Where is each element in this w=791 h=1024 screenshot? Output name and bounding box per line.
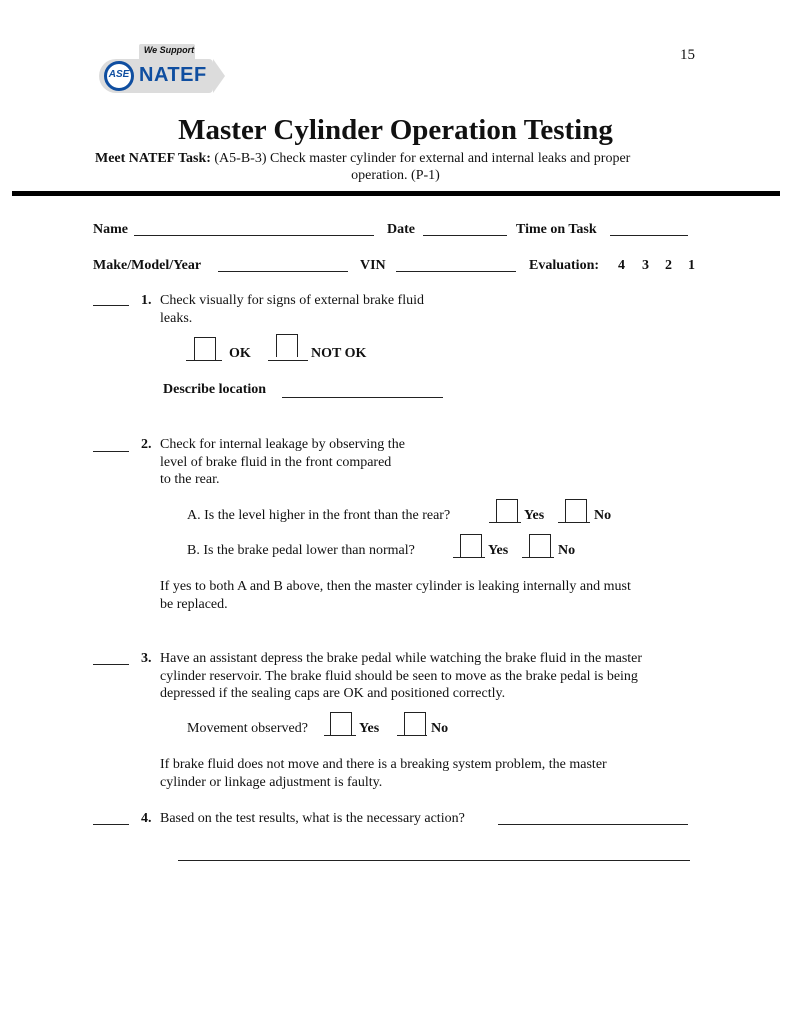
task-text: (A5-B-3) Check master cylinder for external and internal leaks and proper: [214, 151, 631, 166]
movement-yes-checkbox[interactable]: [330, 712, 352, 735]
step-3-text-1: Have an assistant depress the brake pedal while watching the brake fluid in the master: [160, 651, 643, 666]
step-2-number: 2.: [141, 437, 152, 452]
ok-label: OK: [229, 346, 251, 361]
movement-yes-label: Yes: [359, 721, 380, 736]
name-field[interactable]: [134, 235, 374, 236]
movement-observed-label: Movement observed?: [187, 721, 308, 736]
describe-location-label: Describe location: [163, 382, 267, 397]
natef-logo: [95, 44, 225, 106]
step-1-text-2: leaks.: [160, 311, 193, 326]
qa-no-blank: [558, 522, 590, 523]
step-2-note-1: If yes to both A and B above, then the master cylinder is leaking internally and must: [160, 579, 631, 594]
step-3-note-2: cylinder or linkage adjustment is faulty.: [160, 775, 383, 790]
step-2-text-1: Check for internal leakage by observing the: [160, 437, 405, 452]
step-2-text-3: to the rear.: [160, 472, 220, 487]
time-on-task-label: Time on Task: [516, 222, 597, 237]
movement-yes-blank: [324, 735, 356, 736]
logo-disc-text: ASE: [108, 69, 130, 80]
step-2-check-blank[interactable]: [93, 451, 129, 452]
logo-tagline: We Support: [143, 45, 195, 55]
logo-brand: NATEF: [139, 64, 207, 86]
qb-yes-blank: [453, 557, 485, 558]
qb-no-checkbox[interactable]: [529, 534, 551, 557]
qa-no-checkbox[interactable]: [565, 499, 587, 522]
question-a: A. Is the level higher in the front than the rear?: [187, 508, 451, 523]
question-b: B. Is the brake pedal lower than normal?: [187, 543, 415, 558]
step-2-text-2: level of brake fluid in the front compared: [160, 455, 392, 470]
header-divider: [12, 191, 780, 196]
qa-no-label: No: [594, 508, 612, 523]
evaluation-score-3[interactable]: 3: [642, 258, 649, 273]
qa-yes-checkbox[interactable]: [496, 499, 518, 522]
make-model-year-field[interactable]: [218, 271, 348, 272]
task-label: Meet NATEF Task:: [95, 151, 211, 166]
date-field[interactable]: [423, 235, 507, 236]
task-line-2: operation. (P-1): [351, 168, 440, 183]
step-1-number: 1.: [141, 293, 152, 308]
describe-location-field[interactable]: [282, 397, 443, 398]
qa-yes-blank: [489, 522, 521, 523]
name-label: Name: [93, 222, 128, 237]
evaluation-score-4[interactable]: 4: [618, 258, 625, 273]
necessary-action-field[interactable]: [498, 824, 688, 825]
ok-blank: [186, 360, 222, 361]
qb-yes-checkbox[interactable]: [460, 534, 482, 557]
vin-field[interactable]: [396, 271, 516, 272]
step-1-text-1: Check visually for signs of external brake fluid: [160, 293, 424, 308]
not-ok-checkbox[interactable]: [276, 334, 298, 357]
step-3-note-1: If brake fluid does not move and there is a breaking system problem, the master: [160, 757, 607, 772]
evaluation-label: Evaluation:: [529, 258, 600, 273]
qb-no-label: No: [558, 543, 576, 558]
step-4-text: Based on the test results, what is the necessary action?: [160, 811, 465, 826]
time-on-task-field[interactable]: [610, 235, 688, 236]
date-label: Date: [387, 222, 415, 237]
step-1-check-blank[interactable]: [93, 305, 129, 306]
step-2-note-2: be replaced.: [160, 597, 228, 612]
qb-yes-label: Yes: [488, 543, 509, 558]
evaluation-score-2[interactable]: 2: [665, 258, 672, 273]
evaluation-score-1[interactable]: 1: [688, 258, 695, 273]
movement-no-label: No: [431, 721, 449, 736]
page-title: Master Cylinder Operation Testing: [178, 114, 613, 146]
necessary-action-field-2[interactable]: [178, 860, 690, 861]
step-3-text-2: cylinder reservoir. The brake fluid should be seen to move as the brake pedal is being: [160, 669, 638, 684]
step-3-number: 3.: [141, 651, 152, 666]
make-model-year-label: Make/Model/Year: [93, 258, 202, 273]
movement-no-blank: [397, 735, 427, 736]
not-ok-label: NOT OK: [311, 346, 367, 361]
step-3-text-3: depressed if the sealing caps are OK and positioned correctly.: [160, 686, 506, 701]
page-number: 15: [680, 47, 695, 63]
vin-label: VIN: [360, 258, 386, 273]
qa-yes-label: Yes: [524, 508, 545, 523]
step-4-number: 4.: [141, 811, 152, 826]
step-3-check-blank[interactable]: [93, 664, 129, 665]
ok-checkbox[interactable]: [194, 337, 216, 360]
movement-no-checkbox[interactable]: [404, 712, 426, 735]
qb-no-blank: [522, 557, 554, 558]
task-line-1: [95, 150, 630, 168]
not-ok-blank: [268, 360, 308, 361]
step-4-check-blank[interactable]: [93, 824, 129, 825]
